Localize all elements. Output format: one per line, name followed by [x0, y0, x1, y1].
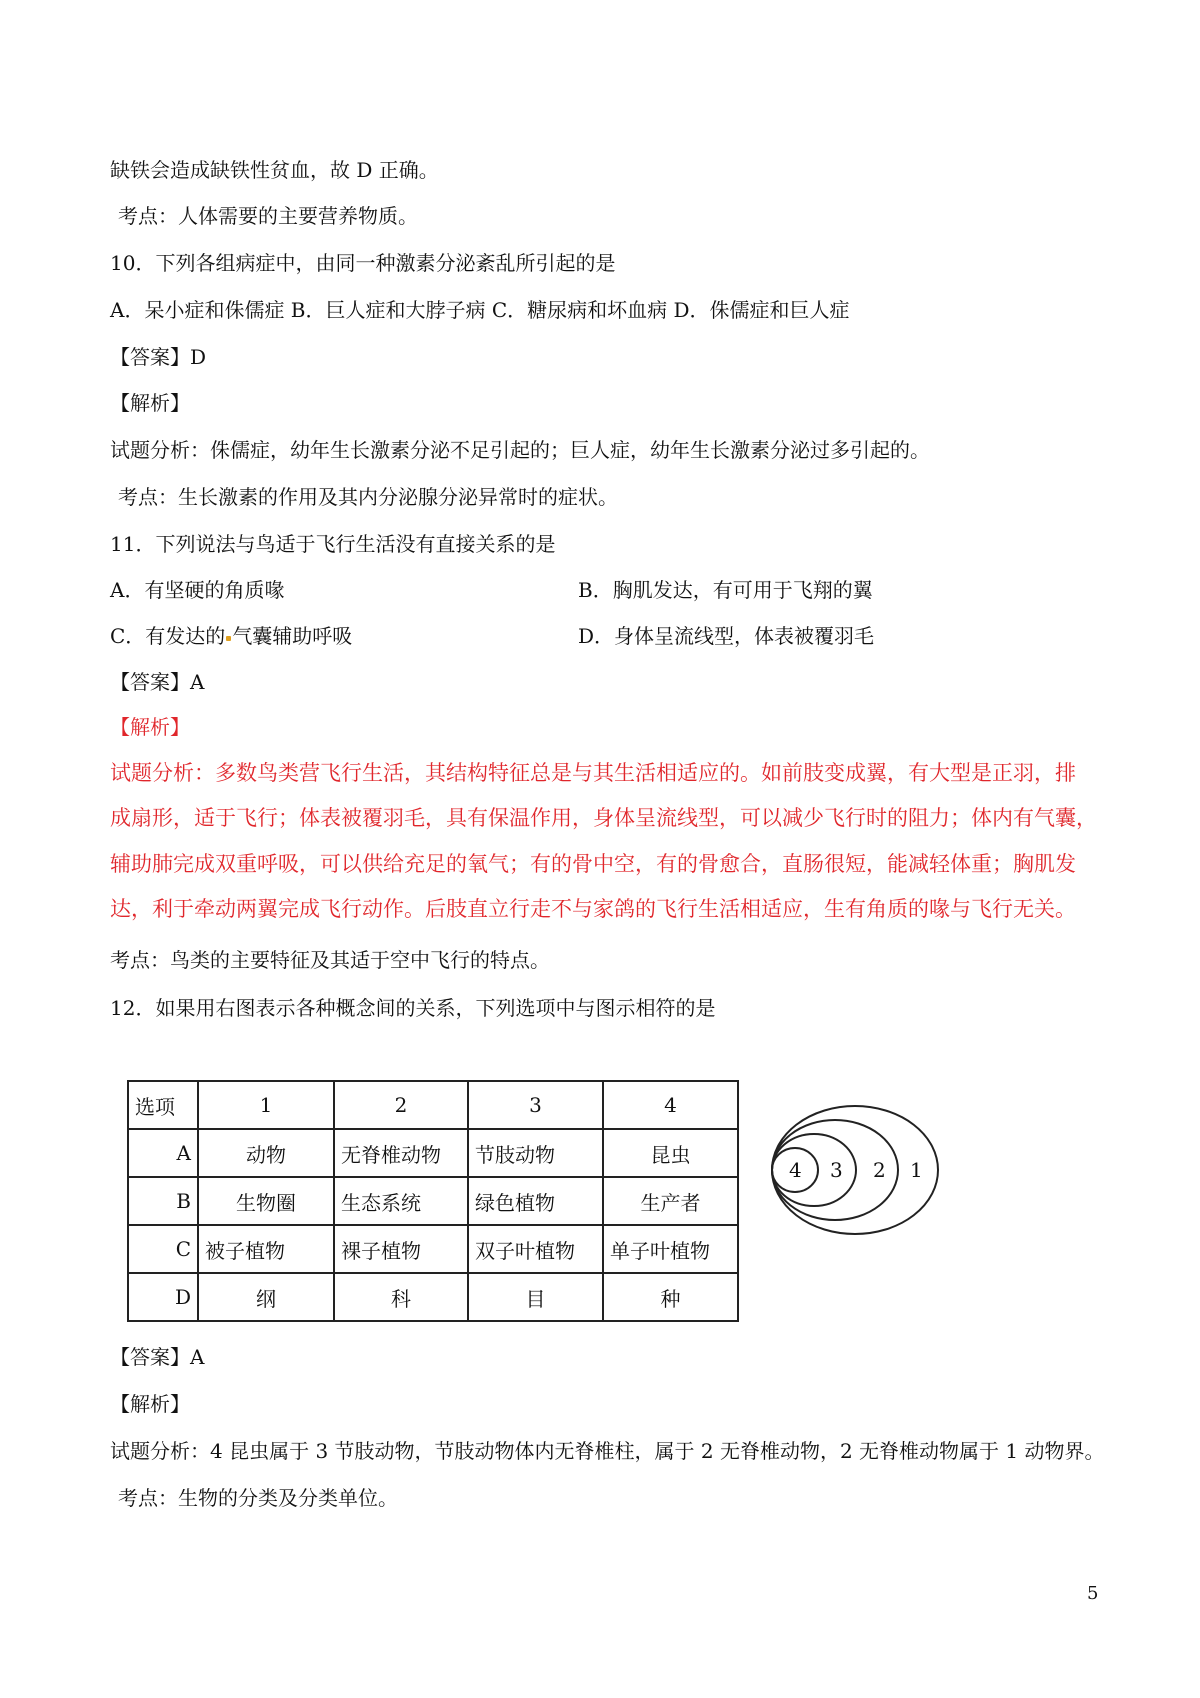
option-a: A．有坚硬的角质喙 — [110, 578, 285, 602]
analysis-line: 达，利于牵动两翼完成飞行动作。后肢直立行走不与家鸽的飞行生活相适应，生有角质的喙与飞行无关。 — [110, 897, 1076, 921]
table-row — [128, 1273, 738, 1321]
analysis-text: 试题分析：4 昆虫属于 3 节肢动物，节肢动物体内无脊椎柱，属于 2 无脊椎动物，2 无脊椎动物属于 1 动物界。 — [110, 1439, 1105, 1463]
nested-ellipse-diagram — [770, 1104, 940, 1236]
table-cell: 生态系统 — [334, 1177, 468, 1225]
option-c — [110, 622, 352, 650]
table-row — [128, 1177, 738, 1225]
table-cell: 单子叶植物 — [603, 1225, 738, 1273]
table-header-cell: 2 — [334, 1081, 468, 1129]
table-cell: 目 — [468, 1273, 603, 1321]
stray-mark — [226, 636, 231, 641]
table-header-cell: 1 — [198, 1081, 334, 1129]
table-cell: 生产者 — [603, 1177, 738, 1225]
analysis-line: 试题分析：多数鸟类营飞行生活，其结构特征总是与其生活相适应的。如前肢变成翼，有大型是正羽，排 — [110, 761, 1076, 785]
table-cell: C — [128, 1225, 198, 1273]
kaodian-text: 考点：鸟类的主要特征及其适于空中飞行的特点。 — [110, 948, 550, 972]
table-cell: 动物 — [198, 1129, 334, 1177]
table-cell: 昆虫 — [603, 1129, 738, 1177]
table-header-cell: 3 — [468, 1081, 603, 1129]
table-cell: 双子叶植物 — [468, 1225, 603, 1273]
table-cell: A — [128, 1129, 198, 1177]
table-row — [128, 1225, 738, 1273]
table-cell: 节肢动物 — [468, 1129, 603, 1177]
question-11: 11．下列说法与鸟适于飞行生活没有直接关系的是 — [110, 532, 556, 556]
table-cell: 无脊椎动物 — [334, 1129, 468, 1177]
table-cell: 科 — [334, 1273, 468, 1321]
answer-label: 【答案】A — [110, 670, 205, 694]
answer-label: 【答案】A — [110, 1345, 205, 1369]
venn-label-4: 4 — [789, 1158, 802, 1182]
analysis-label: 【解析】 — [110, 391, 190, 415]
ellipse-3 — [772, 1134, 856, 1206]
question-10: 10．下列各组病症中，由同一种激素分泌紊乱所引起的是 — [110, 251, 616, 275]
kaodian-text: 考点：人体需要的主要营养物质。 — [118, 204, 418, 228]
kaodian-text: 考点：生物的分类及分类单位。 — [118, 1486, 398, 1510]
analysis-label-red: 【解析】 — [110, 715, 190, 739]
question-12: 12．如果用右图表示各种概念间的关系，下列选项中与图示相符的是 — [110, 996, 716, 1020]
table-row — [128, 1129, 738, 1177]
analysis-label: 【解析】 — [110, 1392, 190, 1416]
table-cell: 生物圈 — [198, 1177, 334, 1225]
table-header-cell: 4 — [603, 1081, 738, 1129]
table-cell: D — [128, 1273, 198, 1321]
table-cell: 被子植物 — [198, 1225, 334, 1273]
table-cell: 绿色植物 — [468, 1177, 603, 1225]
table-cell: 种 — [603, 1273, 738, 1321]
kaodian-text: 考点：生长激素的作用及其内分泌腺分泌异常时的症状。 — [118, 485, 618, 509]
analysis-line: 辅助肺完成双重呼吸，可以供给充足的氧气；有的骨中空，有的骨愈合，直肠很短，能减轻体重；胸肌发 — [110, 852, 1076, 876]
option-d: D．身体呈流线型，体表被覆羽毛 — [578, 624, 875, 648]
table-cell: 裸子植物 — [334, 1225, 468, 1273]
question-10-options: A．呆小症和侏儒症 B．巨人症和大脖子病 C．糖尿病和坏血病 D．侏儒症和巨人症 — [110, 298, 850, 322]
page-number: 5 — [1087, 1583, 1099, 1604]
table-header-row — [128, 1081, 738, 1129]
table-cell: 纲 — [198, 1273, 334, 1321]
venn-label-2: 2 — [873, 1158, 886, 1182]
venn-label-3: 3 — [830, 1158, 843, 1182]
option-c-text-post: 气囊辅助呼吸 — [232, 624, 353, 648]
intro-line: 缺铁会造成缺铁性贫血，故 D 正确。 — [110, 158, 439, 182]
venn-label-1: 1 — [910, 1158, 923, 1182]
table-header-cell: 选项 — [128, 1081, 198, 1129]
option-b: B．胸肌发达，有可用于飞翔的翼 — [578, 578, 873, 602]
answer-label: 【答案】D — [110, 345, 207, 369]
table-cell: B — [128, 1177, 198, 1225]
option-c-text-pre: C．有发达的 — [110, 624, 226, 648]
analysis-line: 成扇形，适于飞行；体表被覆羽毛，具有保温作用，身体呈流线型，可以减少飞行时的阻力；体内有气囊， — [110, 806, 1097, 830]
options-table — [127, 1080, 739, 1322]
analysis-text: 试题分析：侏儒症，幼年生长激素分泌不足引起的；巨人症，幼年生长激素分泌过多引起的。 — [110, 438, 930, 462]
